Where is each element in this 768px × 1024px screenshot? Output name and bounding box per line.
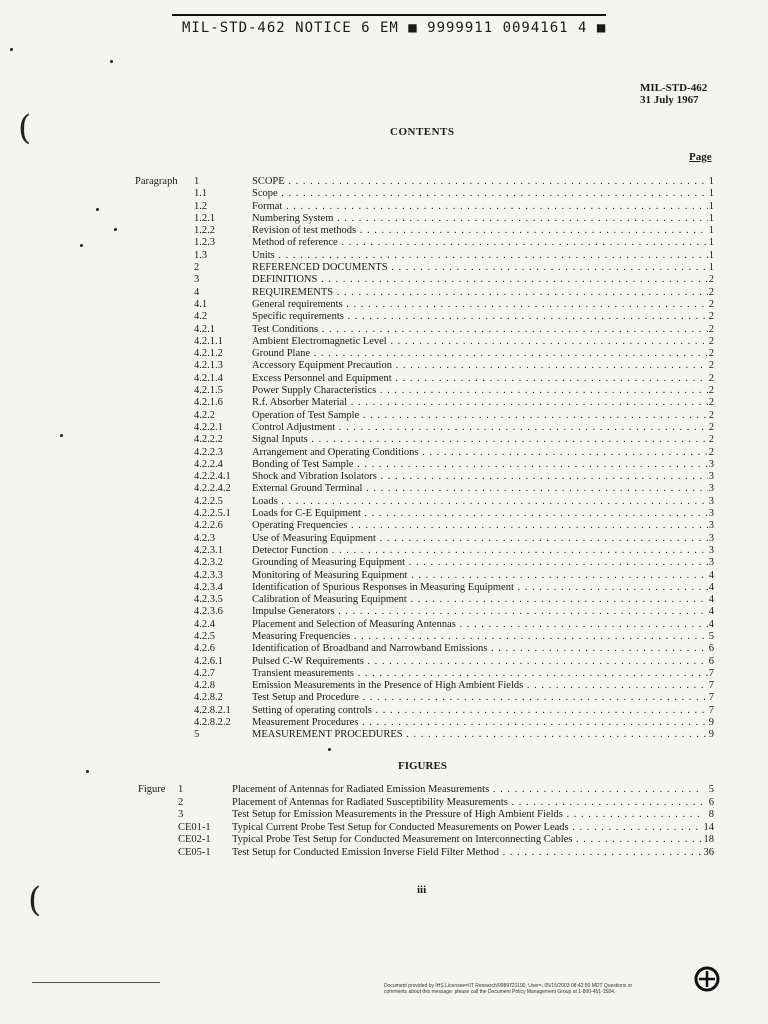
toc-entry bbox=[0, 311, 768, 323]
toc-entry bbox=[0, 274, 768, 286]
toc-entry-title: Numbering System . . . bbox=[252, 213, 708, 225]
toc-entry-number: 1.2.2 bbox=[194, 225, 215, 237]
toc-entry-title: Identification of Broadband and Narrowband Emissions . . . bbox=[252, 643, 708, 655]
toc-entry-title: Test Conditions . . . bbox=[252, 324, 708, 336]
toc-entry-title: Scope . . . bbox=[252, 188, 708, 200]
toc-entry bbox=[0, 459, 768, 471]
figure-entry-number: 3 bbox=[178, 809, 184, 821]
toc-entry-number: 4.2.2.6 bbox=[194, 520, 223, 532]
ihs-logo-icon bbox=[694, 966, 720, 992]
toc-entry bbox=[0, 324, 768, 336]
toc-entry-number: 4.2 bbox=[194, 311, 208, 323]
figure-entry-title: Placement of Antennas for Radiated Emission Measurements . . . bbox=[232, 784, 702, 796]
toc-entry-page: 3 bbox=[708, 495, 714, 507]
toc-entry bbox=[0, 533, 768, 545]
toc-entry-number: 2 bbox=[194, 262, 200, 274]
toc-entry-number: 4.2.2 bbox=[194, 409, 215, 421]
toc-entry-title: Bonding of Test Sample . . . bbox=[252, 459, 708, 471]
toc-entry-page: 1 bbox=[708, 200, 714, 212]
toc-entry bbox=[0, 496, 768, 508]
figure-entry bbox=[0, 834, 768, 847]
toc-entry bbox=[0, 410, 768, 422]
toc-entry-number: 4.2.8.2.1 bbox=[194, 704, 231, 716]
footer-rule bbox=[32, 982, 160, 983]
standard-date: 31 July 1967 bbox=[640, 94, 699, 106]
toc-entry bbox=[0, 729, 768, 741]
toc-entry-page: 1 bbox=[708, 212, 714, 224]
toc-entry-title: Grounding of Measuring Equipment . . . bbox=[252, 557, 708, 569]
standard-identifier bbox=[640, 82, 707, 106]
scan-speck bbox=[328, 748, 331, 751]
toc-entry-title: REQUIREMENTS . . . bbox=[252, 287, 708, 299]
toc-entry-page: 4 bbox=[708, 618, 714, 630]
toc-entry-page: 2 bbox=[708, 286, 714, 298]
toc-entry-number: 4 bbox=[194, 286, 200, 298]
figure-entry bbox=[0, 784, 768, 797]
toc-entry-title: MEASUREMENT PROCEDURES . . . bbox=[252, 729, 708, 741]
toc-entry-page: 1 bbox=[708, 176, 714, 187]
figure-entry-title: Typical Probe Test Setup for Conducted Measurement on Interconnecting Cables . . . bbox=[232, 834, 702, 846]
toc-entry-number: 4.2.2.5 bbox=[194, 495, 223, 507]
toc-entry-page: 3 bbox=[708, 458, 714, 470]
toc-entry-page: 2 bbox=[708, 385, 714, 397]
toc-entry-title: SCOPE . . . bbox=[252, 176, 708, 188]
toc-entry-title: Transient measurements . . . bbox=[252, 668, 708, 680]
toc-entry-title: DEFINITIONS . . . bbox=[252, 274, 708, 286]
toc-entry-number: 1.2.1 bbox=[194, 212, 215, 224]
toc-entry-page: 7 bbox=[708, 680, 714, 692]
footer-note: Document provided by IHS Licensee=IIT Research/9989721100, User=, 05/15/2003 08:42:50 MDT Questions or comments about this message: please call the Document Policy Management Group at 1-800-451-1584. bbox=[384, 983, 633, 995]
toc-entry bbox=[0, 520, 768, 532]
toc-entry-page: 7 bbox=[708, 692, 714, 704]
toc-entry-title: Use of Measuring Equipment . . . bbox=[252, 533, 708, 545]
toc-entry-title: Loads . . . bbox=[252, 496, 708, 508]
table-of-contents bbox=[0, 176, 768, 742]
toc-entry-number: 5 bbox=[194, 729, 200, 741]
toc-entry-page: 1 bbox=[708, 262, 714, 274]
scan-speck bbox=[10, 48, 13, 51]
toc-entry-page: 3 bbox=[708, 483, 714, 495]
toc-entry-number: 4.2.1.3 bbox=[194, 360, 223, 372]
toc-entry bbox=[0, 237, 768, 249]
figure-entry-title: Typical Current Probe Test Setup for Conducted Measurements on Power Leads . . . bbox=[232, 822, 702, 834]
toc-entry-title: Measurement Procedures . . . bbox=[252, 717, 708, 729]
toc-entry bbox=[0, 582, 768, 594]
scan-speck bbox=[80, 244, 83, 247]
toc-entry bbox=[0, 434, 768, 446]
toc-entry bbox=[0, 631, 768, 643]
figure-entry-page: 5 bbox=[708, 784, 714, 795]
figure-entry-title: Placement of Antennas for Radiated Susceptibility Measurements . . . bbox=[232, 797, 702, 809]
toc-entry-number: 1.2 bbox=[194, 200, 208, 212]
toc-entry-page: 4 bbox=[708, 606, 714, 618]
toc-entry-number: 4.2.3.6 bbox=[194, 606, 223, 618]
toc-entry-title: Method of reference . . . bbox=[252, 237, 708, 249]
toc-entry-number: 4.2.4 bbox=[194, 618, 215, 630]
toc-entry-title: External Ground Terminal . . . bbox=[252, 483, 708, 495]
scan-artifact-left-paren: ( bbox=[28, 880, 42, 920]
toc-entry-number: 4.2.3.5 bbox=[194, 594, 223, 606]
toc-entry-number: 4.2.8.2 bbox=[194, 692, 223, 704]
toc-entry-number: 4.2.3.3 bbox=[194, 569, 223, 581]
toc-entry-page: 3 bbox=[708, 532, 714, 544]
toc-entry-number: 4.2.2.4.1 bbox=[194, 471, 231, 483]
toc-entry bbox=[0, 557, 768, 569]
toc-entry-page: 6 bbox=[708, 643, 714, 655]
toc-entry bbox=[0, 385, 768, 397]
toc-entry bbox=[0, 397, 768, 409]
toc-entry-title: Shock and Vibration Isolators . . . bbox=[252, 471, 708, 483]
toc-entry-number: 1.2.3 bbox=[194, 237, 215, 249]
toc-entry-number: 4.2.1.4 bbox=[194, 372, 223, 384]
toc-entry bbox=[0, 299, 768, 311]
toc-entry-number: 4.2.8 bbox=[194, 680, 215, 692]
figure-entry-number: 2 bbox=[178, 796, 184, 808]
toc-entry-page: 3 bbox=[708, 471, 714, 483]
toc-entry-number: 4.2.1 bbox=[194, 323, 215, 335]
toc-entry-title: Calibration of Measuring Equipment . . . bbox=[252, 594, 708, 606]
toc-entry bbox=[0, 447, 768, 459]
toc-entry-title: Control Adjustment . . . bbox=[252, 422, 708, 434]
figure-entry-number: CE02-1 bbox=[178, 834, 211, 846]
toc-entry bbox=[0, 643, 768, 655]
toc-entry bbox=[0, 262, 768, 274]
toc-entry-number: 4.2.6 bbox=[194, 643, 215, 655]
toc-entry-title: Format . . . bbox=[252, 201, 708, 213]
toc-entry-number: 4.2.2.3 bbox=[194, 446, 223, 458]
scan-artifact-left-paren: ( bbox=[18, 108, 32, 148]
toc-entry-page: 1 bbox=[708, 237, 714, 249]
toc-entry bbox=[0, 619, 768, 631]
toc-entry-title: Identification of Spurious Responses in Measuring Equipment . . . bbox=[252, 582, 708, 594]
toc-entry bbox=[0, 176, 768, 188]
toc-entry-number: 4.1 bbox=[194, 298, 208, 310]
standard-number: MIL-STD-462 bbox=[640, 82, 708, 94]
toc-entry bbox=[0, 570, 768, 582]
toc-entry-page: 2 bbox=[708, 311, 714, 323]
toc-entry-page: 7 bbox=[708, 704, 714, 716]
figures-heading: FIGURES bbox=[398, 760, 447, 772]
page-column-heading: Page bbox=[689, 151, 712, 163]
toc-entry bbox=[0, 483, 768, 495]
document-header-code: MIL-STD-462 NOTICE 6 EM ■ 9999911 0094161 4 ■ bbox=[182, 20, 607, 36]
toc-entry-title: Emission Measurements in the Presence of High Ambient Fields . . . bbox=[252, 680, 708, 692]
toc-entry-page: 1 bbox=[708, 225, 714, 237]
toc-entry-page: 3 bbox=[708, 557, 714, 569]
toc-entry-title: Detector Function . . . bbox=[252, 545, 708, 557]
toc-entry-title: Units . . . bbox=[252, 250, 708, 262]
toc-entry-page: 2 bbox=[708, 372, 714, 384]
toc-entry bbox=[0, 508, 768, 520]
toc-entry bbox=[0, 680, 768, 692]
toc-entry-title: Placement and Selection of Measuring Antennas . . . bbox=[252, 619, 708, 631]
toc-entry-title: Signal Inputs . . . bbox=[252, 434, 708, 446]
toc-entry-number: 4.2.2.2 bbox=[194, 434, 223, 446]
toc-entry-title: Operating Frequencies . . . bbox=[252, 520, 708, 532]
toc-entry-number: 4.2.1.2 bbox=[194, 348, 223, 360]
toc-entry-page: 4 bbox=[708, 581, 714, 593]
toc-entry-page: 1 bbox=[708, 249, 714, 261]
figure-entry-page: 18 bbox=[703, 834, 714, 846]
toc-entry-title: R.f. Absorber Material . . . bbox=[252, 397, 708, 409]
toc-entry-title: Revision of test methods . . . bbox=[252, 225, 708, 237]
toc-entry-page: 4 bbox=[708, 594, 714, 606]
scan-speck bbox=[86, 770, 89, 773]
toc-entry-number: 4.2.7 bbox=[194, 667, 215, 679]
toc-entry bbox=[0, 668, 768, 680]
figure-entry-page: 6 bbox=[708, 796, 714, 808]
toc-entry-number: 4.2.3.1 bbox=[194, 544, 223, 556]
contents-heading: CONTENTS bbox=[390, 126, 455, 138]
toc-entry-title: REFERENCED DOCUMENTS . . . bbox=[252, 262, 708, 274]
toc-entry bbox=[0, 287, 768, 299]
toc-entry-number: 4.2.2.1 bbox=[194, 421, 223, 433]
toc-entry-page: 2 bbox=[708, 446, 714, 458]
toc-entry-number: 4.2.2.4 bbox=[194, 458, 223, 470]
toc-entry-title: Pulsed C-W Requirements . . . bbox=[252, 656, 708, 668]
toc-entry-number: 4.2.1.5 bbox=[194, 385, 223, 397]
toc-entry-page: 2 bbox=[708, 421, 714, 433]
toc-entry-page: 3 bbox=[708, 544, 714, 556]
toc-entry bbox=[0, 373, 768, 385]
figure-entry-title: Test Setup for Conducted Emission Inverse Field Filter Method . . . bbox=[232, 847, 702, 859]
toc-entry-page: 2 bbox=[708, 360, 714, 372]
toc-entry-title: Impulse Generators . . . bbox=[252, 606, 708, 618]
figure-entry-page: 14 bbox=[703, 821, 714, 833]
toc-entry-number: 4.2.2.4.2 bbox=[194, 483, 231, 495]
figure-entry bbox=[0, 847, 768, 860]
figure-entry-page: 36 bbox=[703, 846, 714, 858]
toc-entry bbox=[0, 188, 768, 200]
toc-entry-number: 4.2.1.6 bbox=[194, 397, 223, 409]
toc-entry bbox=[0, 471, 768, 483]
toc-entry-title: Excess Personnel and Equipment . . . bbox=[252, 373, 708, 385]
figure-entry bbox=[0, 809, 768, 822]
toc-entry-page: 1 bbox=[708, 188, 714, 200]
toc-entry-page: 6 bbox=[708, 655, 714, 667]
list-of-figures bbox=[0, 784, 768, 860]
toc-entry-number: 1.3 bbox=[194, 249, 208, 261]
toc-entry-number: 4.2.3.4 bbox=[194, 581, 223, 593]
toc-entry-number: 3 bbox=[194, 274, 200, 286]
toc-entry bbox=[0, 336, 768, 348]
toc-entry bbox=[0, 213, 768, 225]
toc-entry bbox=[0, 348, 768, 360]
toc-entry-title: Ambient Electromagnetic Level . . . bbox=[252, 336, 708, 348]
toc-entry-title: Ground Plane . . . bbox=[252, 348, 708, 360]
toc-entry bbox=[0, 422, 768, 434]
scan-speck bbox=[110, 60, 113, 63]
toc-entry-page: 2 bbox=[708, 348, 714, 360]
toc-entry-number: 1.1 bbox=[194, 188, 208, 200]
figure-entry bbox=[0, 797, 768, 810]
toc-entry-title: Measuring Frequencies . . . bbox=[252, 631, 708, 643]
figure-label: Figure bbox=[138, 784, 166, 795]
toc-entry-page: 2 bbox=[708, 298, 714, 310]
page-number: iii bbox=[417, 884, 427, 896]
scan-speck bbox=[60, 434, 63, 437]
toc-entry-page: 2 bbox=[708, 397, 714, 409]
toc-entry bbox=[0, 606, 768, 618]
figure-entry-number: CE05-1 bbox=[178, 846, 211, 858]
toc-entry bbox=[0, 201, 768, 213]
toc-entry-title: Specific requirements . . . bbox=[252, 311, 708, 323]
toc-entry-title: Setting of operating controls . . . bbox=[252, 705, 708, 717]
toc-entry bbox=[0, 656, 768, 668]
toc-entry-number: 4.2.2.5.1 bbox=[194, 508, 231, 520]
toc-entry-page: 3 bbox=[708, 508, 714, 520]
toc-entry-page: 7 bbox=[708, 667, 714, 679]
toc-entry-page: 2 bbox=[708, 323, 714, 335]
toc-entry-title: Arrangement and Operating Conditions . . . bbox=[252, 447, 708, 459]
toc-entry-page: 2 bbox=[708, 335, 714, 347]
toc-entry-number: 4.2.1.1 bbox=[194, 335, 223, 347]
toc-entry-page: 2 bbox=[708, 434, 714, 446]
toc-entry-title: Accessory Equipment Precaution . . . bbox=[252, 360, 708, 372]
figure-entry-number: CE01-1 bbox=[178, 821, 211, 833]
toc-entry-number: 4.2.3 bbox=[194, 532, 215, 544]
toc-entry-title: Test Setup and Procedure . . . bbox=[252, 692, 708, 704]
toc-entry-page: 4 bbox=[708, 569, 714, 581]
toc-entry-page: 9 bbox=[708, 729, 714, 741]
toc-entry-number: 4.2.3.2 bbox=[194, 557, 223, 569]
toc-entry-title: Loads for C-E Equipment . . . bbox=[252, 508, 708, 520]
toc-entry bbox=[0, 360, 768, 372]
toc-entry-number: 4.2.6.1 bbox=[194, 655, 223, 667]
toc-entry-title: Power Supply Characteristics . . . bbox=[252, 385, 708, 397]
toc-entry-page: 5 bbox=[708, 630, 714, 642]
toc-entry-page: 2 bbox=[708, 409, 714, 421]
toc-entry bbox=[0, 250, 768, 262]
toc-entry bbox=[0, 594, 768, 606]
figure-entry-title: Test Setup for Emission Measurements in the Pressure of High Ambient Fields . . . bbox=[232, 809, 702, 821]
toc-entry bbox=[0, 705, 768, 717]
toc-entry-title: General requirements . . . bbox=[252, 299, 708, 311]
toc-entry-number: 4.2.5 bbox=[194, 630, 215, 642]
toc-entry-number: 4.2.8.2.2 bbox=[194, 717, 231, 729]
toc-entry-number: 1 bbox=[194, 176, 200, 187]
toc-entry-page: 9 bbox=[708, 717, 714, 729]
toc-entry-page: 2 bbox=[708, 274, 714, 286]
toc-entry bbox=[0, 717, 768, 729]
paragraph-label: Paragraph bbox=[135, 176, 178, 187]
header-rule bbox=[172, 14, 606, 16]
figure-entry-page: 8 bbox=[708, 809, 714, 821]
toc-entry bbox=[0, 545, 768, 557]
scan-speck bbox=[96, 208, 99, 211]
figure-entry bbox=[0, 822, 768, 835]
toc-entry bbox=[0, 692, 768, 704]
figure-entry-number: 1 bbox=[178, 784, 184, 795]
toc-entry-title: Monitoring of Measuring Equipment . . . bbox=[252, 570, 708, 582]
toc-entry-page: 3 bbox=[708, 520, 714, 532]
toc-entry-title: Operation of Test Sample . . . bbox=[252, 410, 708, 422]
scan-speck bbox=[114, 228, 117, 231]
